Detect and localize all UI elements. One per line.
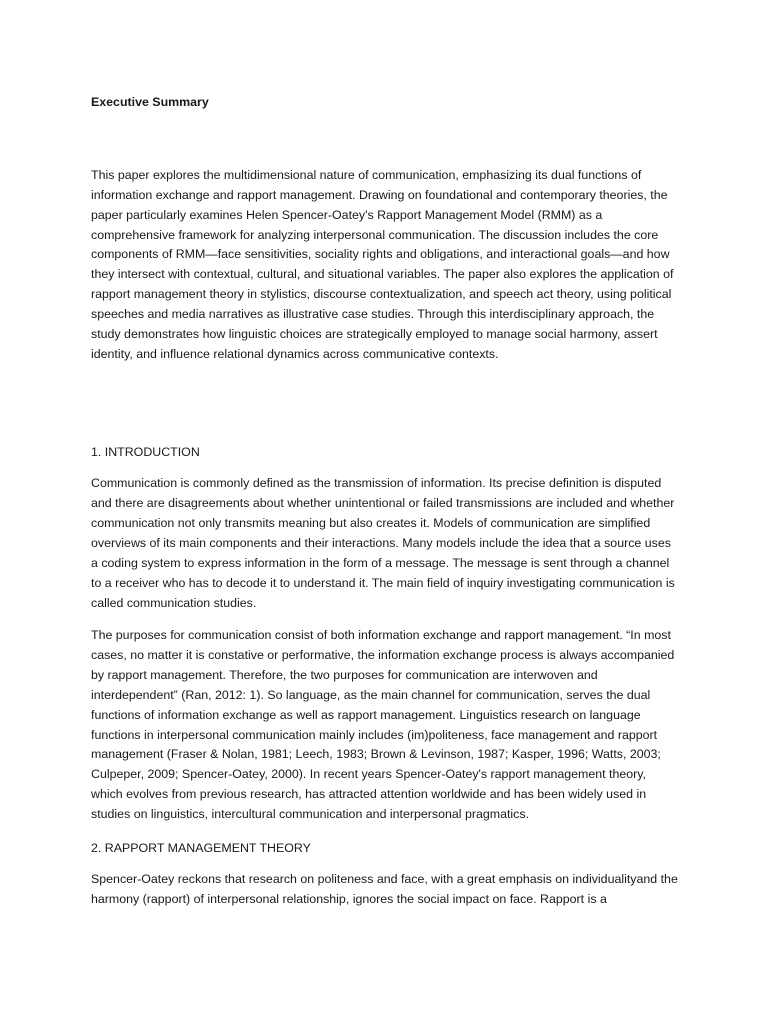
spacer xyxy=(91,613,681,626)
spacer xyxy=(91,825,681,838)
spacer xyxy=(91,462,681,474)
section-heading-rapport-management-theory: 2. RAPPORT MANAGEMENT THEORY xyxy=(91,840,311,855)
spacer xyxy=(91,364,681,442)
spacer xyxy=(91,858,681,870)
executive-summary-title: Executive Summary xyxy=(91,95,209,109)
document-content xyxy=(91,92,681,909)
rapport-management-paragraph-1: Spencer-Oatey reckons that research on politeness and face, with a great emphasis on individualityand the harmony (rapport) of interpersonal relationship, ignores the social impact on face. Rapport is a xyxy=(91,871,678,906)
introduction-paragraph-1: Communication is commonly defined as the transmission of information. Its precise definition is disputed and there are disagreements about whether unintentional or failed transmissions are included and whether communication not only transmits meaning but also creates it. Models of communication are simplified overviews of its main components and their interactions. Many models include the idea that a source uses a coding system to express information in the form of a message. The message is sent through a channel to a receiver who has to decode it to understand it. The main field of inquiry investigating communication is called communication studies. xyxy=(91,476,675,610)
spacer xyxy=(91,112,681,166)
introduction-paragraph-2: The purposes for communication consist of both information exchange and rapport management. “In most cases, no matter it is constative or performative, the information exchange process is always accompanied by rapport management. Therefore, the two purposes for communication are interwoven and interdependent” (Ran, 2012: 1). So language, as the main channel for communication, serves the dual functions of information exchange as well as rapport management. Linguistics research on language functions in interpersonal communication mainly includes (im)politeness, face management and rapport management (Fraser & Nolan, 1981; Leech, 1983; Brown & Levinson, 1987; Kasper, 1996; Watts, 2003; Culpeper, 2009; Spencer-Oatey, 2000). In recent years Spencer-Oatey's rapport management theory, which evolves from previous research, has attracted attention worldwide and has been widely used in studies on linguistics, intercultural communication and interpersonal pragmatics. xyxy=(91,628,675,821)
executive-summary-paragraph: This paper explores the multidimensional nature of communication, emphasizing its dual functions of information exchange and rapport management. Drawing on foundational and contemporary theories, the paper particularly examines Helen Spencer-Oatey's Rapport Management Model (RMM) as a comprehensive framework for analyzing interpersonal communication. The discussion includes the core components of RMM—face sensitivities, sociality rights and obligations, and interactional goals—and how they intersect with contextual, cultural, and situational variables. The paper also explores the application of rapport management theory in stylistics, discourse contextualization, and speech act theory, using political speeches and media narratives as illustrative case studies. Through this interdisciplinary approach, the study demonstrates how linguistic choices are strategically employed to manage social harmony, assert identity, and influence relational dynamics across communicative contexts. xyxy=(91,168,674,361)
section-heading-introduction: 1. INTRODUCTION xyxy=(91,445,200,460)
